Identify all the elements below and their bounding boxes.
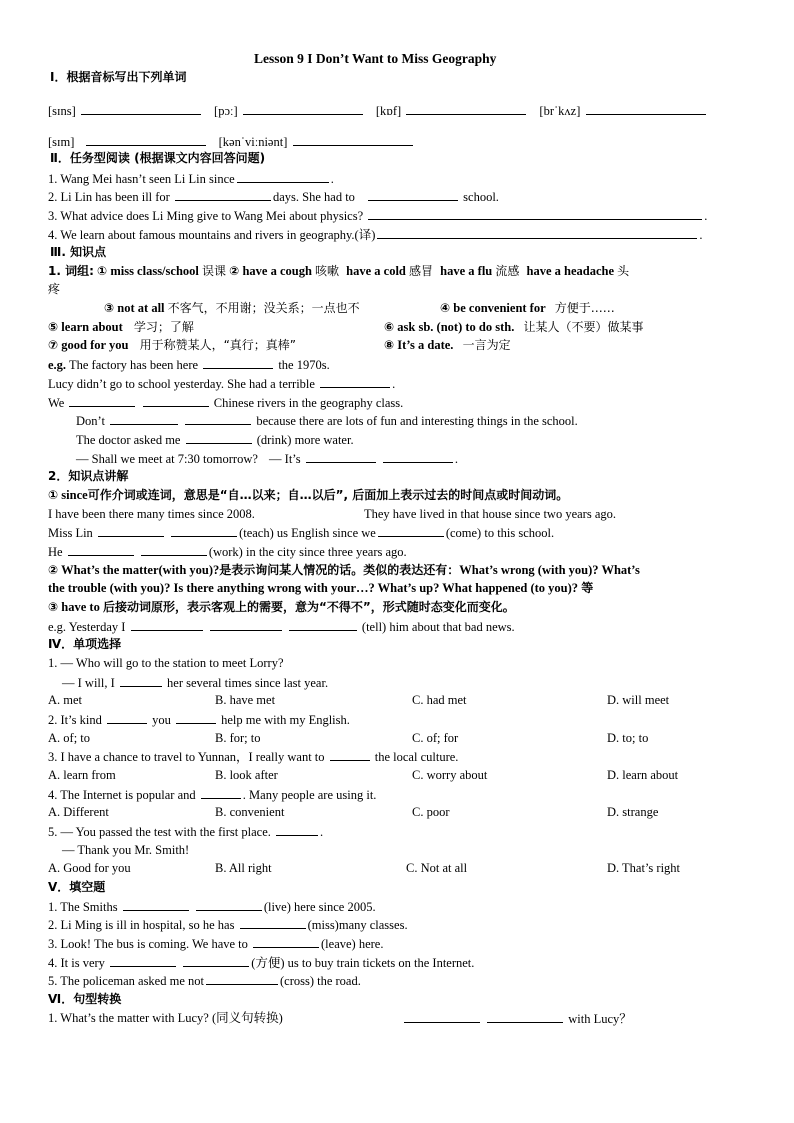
example-text: the 1970s. — [278, 358, 330, 372]
phrase-number: ⑤ — [48, 320, 59, 334]
point-chinese: 可作介词或连词，意思是“自…以来；自…以后”, 后面加上表示过去的时间点或时间动词。 — [87, 488, 569, 502]
phrase-number: ⑥ — [384, 320, 395, 334]
section-3-heading: Ⅲ. 知识点 — [50, 245, 107, 259]
fill-question-1 — [48, 898, 376, 915]
reading-question-2 — [48, 188, 499, 205]
question-text: 2. Li Lin has been ill for — [48, 190, 170, 204]
example-text: e.g. Yesterday I — [48, 620, 126, 634]
option-1b[interactable]: B. have met — [215, 693, 276, 707]
option-5d[interactable]: D. That’s right — [607, 861, 681, 875]
example-text: — Shall we meet at 7:30 tomorrow? — [76, 452, 258, 466]
phrase-chinese: 流感 — [495, 264, 520, 278]
answer-blank[interactable] — [131, 618, 203, 631]
mc-question-3 — [48, 748, 458, 765]
point-number: ③ — [48, 600, 59, 614]
option-2d[interactable]: D. to; to — [607, 731, 649, 745]
phrase-english: ask sb. (not) to do sth. — [397, 320, 515, 334]
phonetic-6: [kənˈviːniənt] — [218, 135, 288, 149]
question-text: the local culture. — [374, 750, 459, 764]
reading-question-4 — [48, 226, 703, 243]
fill-question-4 — [48, 954, 474, 971]
question-text: 4. The Internet is popular and — [48, 788, 196, 802]
example-4 — [76, 412, 578, 429]
question-text: 4. It is very — [48, 956, 105, 970]
phrase-english: have a headache — [526, 264, 615, 278]
question-text: (leave) here. — [321, 937, 384, 951]
answer-blank[interactable] — [120, 674, 162, 687]
answer-blank[interactable] — [143, 394, 209, 407]
knowledge-point-1 — [48, 487, 568, 503]
mc-question-5-line2: — Thank you Mr. Smith! — [62, 843, 190, 857]
phrase-chinese: 误课 — [202, 264, 227, 278]
reading-question-3 — [48, 207, 707, 224]
point-english: since — [61, 488, 88, 502]
answer-blank[interactable] — [289, 618, 357, 631]
answer-blank[interactable] — [196, 898, 262, 911]
question-text: with Lucy？ — [568, 1012, 632, 1026]
question-text: . — [330, 172, 334, 186]
phrase-chinese: 用于称赞某人，“真行；真棒” — [139, 338, 296, 352]
knowledge-1-example-1: I have been there many times since 2008. — [48, 507, 255, 521]
option-3c[interactable]: C. worry about — [412, 768, 488, 782]
knowledge-3-example — [48, 618, 515, 635]
option-5b[interactable]: B. All right — [215, 861, 272, 875]
example-6 — [76, 450, 458, 467]
example-1 — [48, 356, 330, 373]
answer-blank[interactable] — [201, 786, 241, 799]
point-number: ① — [48, 488, 59, 502]
answer-blank[interactable] — [110, 954, 176, 967]
phrase-english: not at all — [117, 301, 165, 315]
phonetic-row-2 — [48, 133, 415, 150]
option-2c[interactable]: C. of; for — [412, 731, 459, 745]
option-4a[interactable]: A. Different — [48, 805, 109, 819]
question-text: 2. Li Ming is ill in hospital, so he has — [48, 918, 235, 932]
answer-blank[interactable] — [210, 618, 282, 631]
phrase-english: have a cold — [346, 264, 406, 278]
example-text: . — [454, 452, 459, 466]
answer-blank[interactable] — [203, 356, 273, 369]
phrase-chinese: 咳嗽 — [315, 264, 340, 278]
answer-blank[interactable] — [183, 954, 249, 967]
answer-blank[interactable] — [306, 450, 376, 463]
answer-blank[interactable] — [378, 524, 444, 537]
phrase-line-3b — [384, 319, 643, 335]
point-english: What’s the matter(with you)? — [61, 563, 220, 577]
example-text: We — [48, 396, 65, 410]
section-1-heading: Ⅰ．根据音标写出下列单词 — [50, 70, 187, 84]
option-5c[interactable]: C. Not at all — [406, 861, 468, 875]
example-text: (tell) him about that bad news. — [361, 620, 515, 634]
answer-blank[interactable] — [377, 226, 697, 239]
answer-blank[interactable] — [330, 748, 370, 761]
question-text: 3. Look! The bus is coming. We have to — [48, 937, 248, 951]
example-5 — [76, 431, 354, 448]
phrase-line-4b — [384, 337, 511, 353]
phrase-english: miss class/school — [110, 264, 199, 278]
answer-blank[interactable] — [253, 935, 319, 948]
question-text: . — [699, 228, 703, 242]
knowledge-1-example-2: They have lived in that house since two years ago. — [364, 507, 617, 521]
answer-blank[interactable] — [186, 431, 252, 444]
answer-blank[interactable] — [68, 543, 134, 556]
mc-question-5 — [48, 823, 323, 840]
section-6-heading: Ⅵ．句型转换 — [48, 992, 122, 1006]
phrase-line-2 — [104, 300, 360, 316]
phonetic-1: [sɪns] — [48, 104, 76, 118]
option-2b[interactable]: B. for; to — [215, 731, 261, 745]
phrase-english: be convenient for — [453, 301, 546, 315]
question-text: her several times since last year. — [167, 676, 329, 690]
point-english: have to — [61, 600, 100, 614]
example-text: (come) to this school. — [445, 526, 555, 540]
answer-blank[interactable] — [237, 170, 329, 183]
option-4c[interactable]: C. poor — [412, 805, 450, 819]
phrase-chinese: 一言为定 — [462, 338, 511, 352]
section-5-heading: Ⅴ．填空题 — [48, 880, 106, 894]
point-english: What’s wrong (with you)? What’s — [459, 563, 640, 577]
fill-question-3 — [48, 935, 383, 952]
example-text: because there are lots of fun and interesting things in the school. — [256, 414, 578, 428]
point-chinese: 是表示询问某人情况的话。类似的表达还有： — [219, 563, 460, 577]
example-text: Lucy didn’t go to school yesterday. She had a terrible — [48, 377, 315, 391]
phrase-number: ⑦ — [48, 338, 59, 352]
point-english: the trouble (with you)? Is there anything wrong with your…? What’s up? What happened (to you)? — [48, 581, 579, 595]
mc-question-2 — [48, 711, 350, 728]
phrase-chinese: 感冒 — [409, 264, 434, 278]
answer-blank[interactable] — [86, 133, 206, 146]
question-text: 4. We learn about famous mountains and rivers in geography.(译) — [48, 228, 376, 242]
question-text: 3. I have a chance to travel to Yunnan，I really want to — [48, 750, 325, 764]
question-text: (miss)many classes. — [307, 918, 408, 932]
fill-question-5 — [48, 972, 361, 989]
example-text: (work) in the city since three years ago. — [208, 545, 407, 559]
point-number: ② — [48, 563, 59, 577]
knowledge-point-3 — [48, 599, 515, 615]
question-text: . — [704, 209, 708, 223]
option-1d[interactable]: D. will meet — [607, 693, 670, 707]
answer-blank[interactable] — [110, 412, 178, 425]
mc-question-1: 1. — Who will go to the station to meet Lorry? — [48, 656, 284, 670]
point-chinese: 等 — [581, 581, 594, 595]
section-4-heading: Ⅳ．单项选择 — [48, 637, 122, 651]
phonetic-4: [brˈkʌz] — [539, 104, 581, 118]
phrase-line-1 — [48, 263, 629, 279]
example-text: — It’s — [269, 452, 301, 466]
phrase-label: 1. 词组: — [48, 264, 94, 278]
phrase-english: It’s a date. — [397, 338, 454, 352]
phrase-line-4 — [48, 337, 296, 353]
reading-question-1 — [48, 170, 334, 187]
answer-blank[interactable] — [276, 823, 318, 836]
question-text: 3. What advice does Li Ming give to Wang Mei about physics? — [48, 209, 364, 223]
example-text: . — [392, 377, 396, 391]
knowledge-point-2 — [48, 562, 640, 578]
question-text: you — [152, 713, 171, 727]
question-text: 1. Wang Mei hasn’t seen Li Lin since — [48, 172, 235, 186]
question-text: — I will, I — [62, 676, 115, 690]
answer-blank[interactable] — [368, 207, 702, 220]
phrase-chinese: 不客气，不用谢；没关系；一点也不 — [167, 301, 360, 315]
phrase-chinese: 头 — [617, 264, 630, 278]
question-text: help me with my English. — [221, 713, 350, 727]
option-5a[interactable]: A. Good for you — [48, 861, 131, 875]
question-text: . — [320, 825, 324, 839]
fill-question-2 — [48, 916, 408, 933]
question-text: (live) here since 2005. — [263, 900, 376, 914]
example-text: He — [48, 545, 63, 559]
example-text: The doctor asked me — [76, 433, 181, 447]
answer-blank[interactable] — [406, 102, 526, 115]
answer-blank[interactable] — [243, 102, 363, 115]
answer-blank[interactable] — [293, 133, 413, 146]
mc-question-4 — [48, 786, 376, 803]
answer-blank[interactable] — [98, 524, 164, 537]
answer-blank[interactable] — [368, 188, 458, 201]
example-2 — [48, 375, 395, 392]
knowledge-heading: 2．知识点讲解 — [48, 469, 129, 483]
phrase-chinese: 学习；了解 — [133, 320, 194, 334]
answer-blank[interactable] — [81, 102, 201, 115]
answer-blank[interactable] — [123, 898, 189, 911]
phrase-english: learn about — [61, 320, 123, 334]
option-1c[interactable]: C. had met — [412, 693, 467, 707]
question-text: 5. The policeman asked me not — [48, 974, 204, 988]
knowledge-1-example-3 — [48, 524, 554, 541]
phonetic-2: [pɔː] — [214, 104, 238, 118]
phrase-english: have a flu — [440, 264, 493, 278]
question-text: (方便) us to buy train tickets on the Internet. — [251, 956, 475, 970]
question-text: 5. — You passed the test with the first place. — [48, 825, 271, 839]
answer-blank[interactable] — [175, 188, 271, 201]
transform-answer-1 — [402, 1010, 632, 1027]
page-title: Lesson 9 I Don’t Want to Miss Geography — [254, 51, 497, 66]
phrase-chinese: 让某人（不要）做某事 — [523, 320, 644, 334]
phrase-chinese: 方便于…… — [554, 301, 615, 315]
answer-blank[interactable] — [176, 711, 216, 724]
phonetic-5: [sɪm] — [48, 135, 75, 149]
example-3 — [48, 394, 403, 411]
question-text: 1. The Smiths — [48, 900, 118, 914]
question-text: . Many people are using it. — [242, 788, 377, 802]
example-text: (teach) us English since we — [239, 526, 376, 540]
mc-question-1-line2 — [62, 674, 328, 691]
question-text: 2. It’s kind — [48, 713, 102, 727]
example-text: The factory has been here — [68, 358, 199, 372]
example-label: e.g. — [48, 358, 67, 372]
option-4d[interactable]: D. strange — [607, 805, 659, 819]
answer-blank[interactable] — [69, 394, 135, 407]
option-3a[interactable]: A. learn from — [48, 768, 116, 782]
phonetic-row-1 — [48, 102, 708, 119]
section-2-heading: Ⅱ．任务型阅读 (根据课文内容回答问题) — [50, 151, 266, 165]
answer-blank[interactable] — [320, 375, 390, 388]
option-4b[interactable]: B. convenient — [215, 805, 285, 819]
question-text: school. — [463, 190, 499, 204]
example-text: Miss Lin — [48, 526, 93, 540]
phrase-number: ⑧ — [384, 338, 395, 352]
phrase-line-3 — [48, 319, 194, 335]
phrase-number: ④ — [440, 301, 451, 315]
answer-blank[interactable] — [141, 543, 207, 556]
phonetic-3: [kɒf] — [375, 104, 402, 118]
answer-blank[interactable] — [586, 102, 706, 115]
phrase-english: have a cough — [242, 264, 312, 278]
answer-blank[interactable] — [383, 450, 453, 463]
answer-blank[interactable] — [240, 916, 306, 929]
phrase-english: good for you — [61, 338, 129, 352]
question-text: days. She had to — [272, 190, 355, 204]
option-1a[interactable]: A. met — [48, 693, 83, 707]
answer-blank[interactable] — [487, 1010, 563, 1023]
phrase-number: ① — [97, 264, 108, 278]
question-text: (cross) the road. — [279, 974, 361, 988]
phrase-wrap: 疼 — [48, 282, 61, 296]
option-2a[interactable]: A. of; to — [48, 731, 91, 745]
answer-blank[interactable] — [404, 1010, 480, 1023]
phrase-number: ③ — [104, 301, 115, 315]
answer-blank[interactable] — [107, 711, 147, 724]
example-text: Don’t — [76, 414, 105, 428]
point-chinese: 后接动词原形，表示客观上的需要，意为“不得不”，形式随时态变化而变化。 — [102, 600, 515, 614]
knowledge-1-example-4 — [48, 543, 407, 560]
answer-blank[interactable] — [185, 412, 251, 425]
option-3b[interactable]: B. look after — [215, 768, 278, 782]
option-3d[interactable]: D. learn about — [607, 768, 679, 782]
example-text: (drink) more water. — [256, 433, 354, 447]
phrase-line-2b — [440, 300, 615, 316]
phrase-number: ② — [229, 264, 240, 278]
answer-blank[interactable] — [206, 972, 278, 985]
answer-blank[interactable] — [171, 524, 237, 537]
knowledge-point-2-cont — [48, 580, 593, 596]
example-text: Chinese rivers in the geography class. — [213, 396, 404, 410]
transform-question-1: 1. What’s the matter with Lucy? (同义句转换) — [48, 1011, 283, 1025]
